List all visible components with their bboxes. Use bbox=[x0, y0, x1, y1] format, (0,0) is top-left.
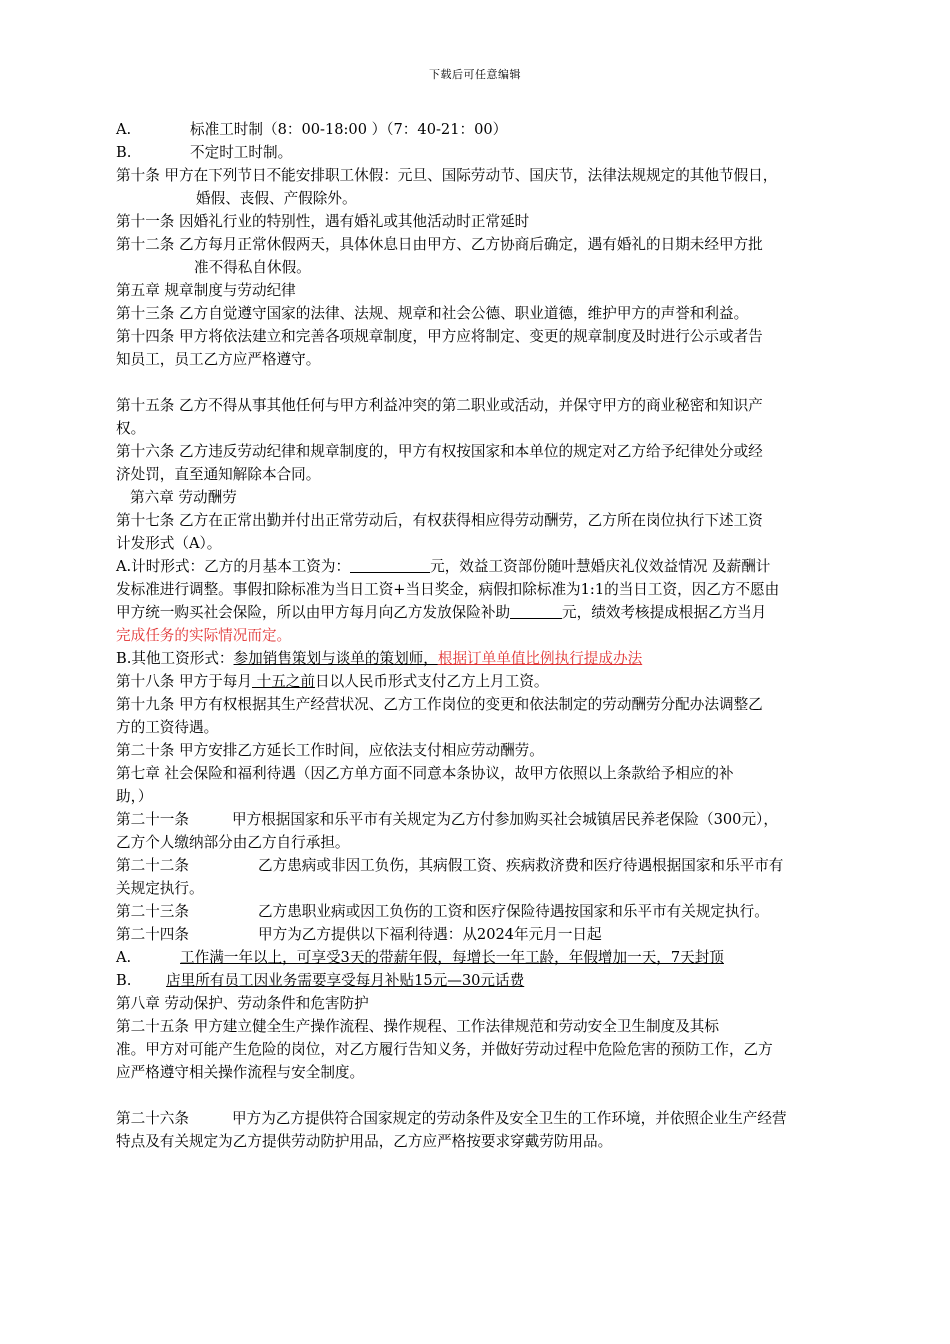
article-12: 第十二条 乙方每月正常休假两天，具体休息日由甲方、乙方协商后确定，遇有婚礼的日期未经甲方批 bbox=[116, 236, 763, 253]
item-a-standard-hours: A. 标准工时制（8：00-18:00 ）（7：40-21：00） bbox=[116, 121, 508, 138]
article-15: 第十五条 乙方不得从事其他任何与甲方利益冲突的第二职业或活动，并保守甲方的商业秘密和知识产 bbox=[116, 397, 763, 414]
wage-form-a-cont-2: 甲方统一购买社会保险，所以由甲方每月向乙方发放保险补助 元，绩效考核提成根据乙方当月 bbox=[116, 604, 767, 621]
benefit-b: B. 店里所有员工因业务需要享受每月补贴15元—30元话费 bbox=[116, 972, 525, 989]
article-21: 第二十一条 甲方根据国家和乐平市有关规定为乙方付参加购买社会城镇居民养老保险（300元）， bbox=[116, 811, 778, 828]
article-20: 第二十条 甲方安排乙方延长工作时间，应依法支付相应劳动酬劳。 bbox=[116, 742, 544, 759]
article-25-cont-1: 准。甲方对可能产生危险的岗位，对乙方履行告知义务，并做好劳动过程中危险危害的预防工作，乙方 bbox=[116, 1041, 773, 1058]
page-header: 下载后可任意编辑 bbox=[429, 68, 521, 81]
article-25-cont-2: 应严格遵守相关操作流程与安全制度。 bbox=[116, 1064, 365, 1081]
article-16-cont: 济处罚，直至通知解除本合同。 bbox=[116, 466, 321, 483]
article-10-cont: 婚假、丧假、产假除外。 bbox=[196, 190, 357, 207]
article-21-cont: 乙方个人缴纳部分由乙方自行承担。 bbox=[116, 834, 350, 851]
item-b-flexible-hours: B. 不定时工时制。 bbox=[116, 144, 293, 161]
article-12-cont: 准不得私自休假。 bbox=[194, 259, 311, 276]
article-22: 第二十二条 乙方患病或非因工负伤，其病假工资、疾病救济费和医疗待遇根据国家和乐平市有 bbox=[116, 857, 784, 874]
base-salary-blank bbox=[350, 557, 430, 573]
article-26-cont: 特点及有关规定为乙方提供劳动防护用品，乙方应严格按要求穿戴劳防用品。 bbox=[116, 1133, 613, 1150]
chapter-6-title: 第六章 劳动酬劳 bbox=[130, 489, 237, 506]
article-24: 第二十四条 甲方为乙方提供以下福利待遇：从2024年元月一日起 bbox=[116, 926, 602, 943]
wage-form-b: B.其他工资形式：参加销售策划与谈单的策划师，根据订单单值比例执行提成办法 bbox=[116, 650, 643, 667]
article-11: 第十一条 因婚礼行业的特别性，遇有婚礼或其他活动时正常延时 bbox=[116, 213, 530, 230]
article-17: 第十七条 乙方在正常出勤并付出正常劳动后，有权获得相应得劳动酬劳，乙方所在岗位执行下述工资 bbox=[116, 512, 763, 529]
article-26: 第二十六条 甲方为乙方提供符合国家规定的劳动条件及安全卫生的工作环境，并依照企业生产经营 bbox=[116, 1110, 787, 1127]
chapter-5-title: 第五章 规章制度与劳动纪律 bbox=[116, 282, 296, 299]
article-22-cont: 关规定执行。 bbox=[116, 880, 204, 897]
article-19: 第十九条 甲方有权根据其生产经营状况、乙方工作岗位的变更和依法制定的劳动酬劳分配办法调整乙 bbox=[116, 696, 763, 713]
article-19-cont: 方的工资待遇。 bbox=[116, 719, 219, 736]
article-14: 第十四条 甲方将依法建立和完善各项规章制度，甲方应将制定、变更的规章制度及时进行公示或者告 bbox=[116, 328, 763, 345]
article-18: 第十八条 甲方于每月 十五之前日以人民币形式支付乙方上月工资。 bbox=[116, 673, 549, 690]
wage-form-a: A.计时形式：乙方的月基本工资为： 元，效益工资部份随叶慧婚庆礼仪效益情况 及薪酬计 bbox=[116, 558, 771, 575]
article-15-cont: 权。 bbox=[116, 420, 146, 437]
article-14-cont: 知员工，员工乙方应严格遵守。 bbox=[116, 351, 321, 368]
article-13: 第十三条 乙方自觉遵守国家的法律、法规、规章和社会公德、职业道德，维护甲方的声誉和利益。 bbox=[116, 305, 749, 322]
article-16: 第十六条 乙方违反劳动纪律和规章制度的，甲方有权按国家和本单位的规定对乙方给予纪律处分或经 bbox=[116, 443, 763, 460]
chapter-8-title: 第八章 劳动保护、劳动条件和危害防护 bbox=[116, 995, 369, 1012]
article-17-cont: 计发形式（A）。 bbox=[116, 535, 222, 552]
chapter-7-title: 第七章 社会保险和福利待遇（因乙方单方面不同意本条协议，故甲方依照以上条款给予相应的补 bbox=[116, 765, 734, 782]
article-25: 第二十五条 甲方建立健全生产操作流程、操作规程、工作法律规范和劳动安全卫生制度及其标 bbox=[116, 1018, 719, 1035]
wage-form-a-cont-3: 完成任务的实际情况而定。 bbox=[116, 627, 292, 644]
wage-form-a-cont-1: 发标准进行调整。事假扣除标准为当日工资+当日奖金，病假扣除标准为1:1的当日工资，因乙方不愿由 bbox=[116, 581, 780, 598]
article-23: 第二十三条 乙方患职业病或因工负伤的工资和医疗保险待遇按国家和乐平市有关规定执行。 bbox=[116, 903, 769, 920]
chapter-7-title-cont: 助，） bbox=[116, 788, 153, 805]
benefit-a: A. 工作满一年以上，可享受3天的带薪年假，每增长一年工龄，年假增加一天，7天封顶 bbox=[116, 949, 724, 966]
insurance-allowance-blank bbox=[510, 603, 562, 619]
article-10: 第十条 甲方在下列节日不能安排职工休假：元旦、国际劳动节、国庆节，法律法规规定的其他节假日， bbox=[116, 167, 778, 184]
document-body bbox=[116, 118, 876, 1153]
